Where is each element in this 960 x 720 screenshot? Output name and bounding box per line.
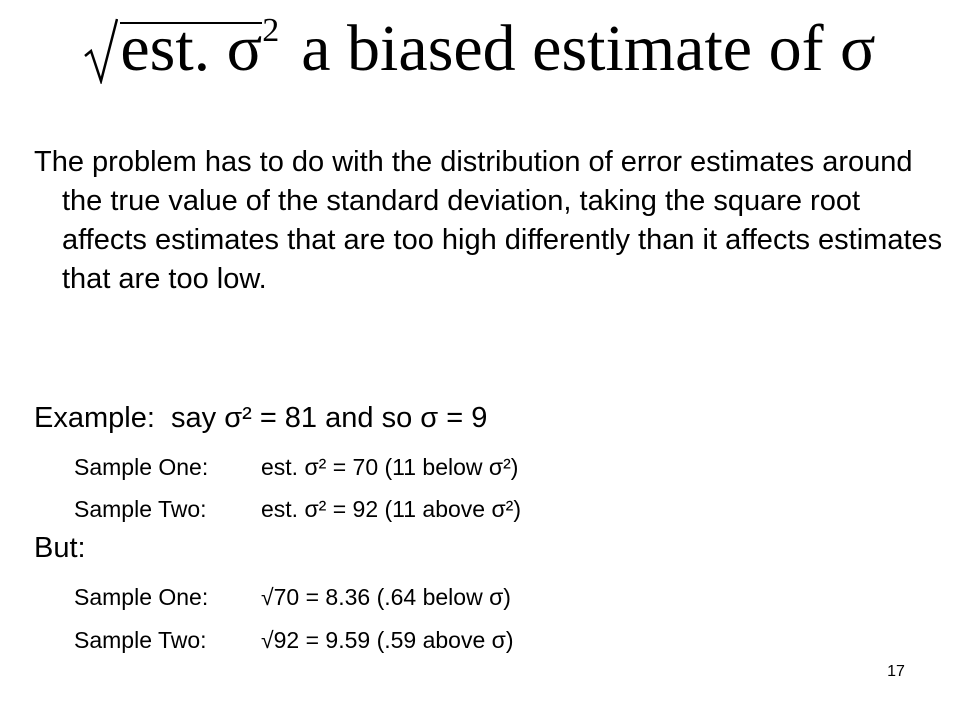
sample-value: est. σ² = 70 (11 below σ²) — [261, 454, 519, 480]
but-sample-one — [74, 582, 511, 612]
example-sample-two — [74, 494, 521, 524]
title-radicand-text: est. σ — [120, 12, 263, 85]
sample-value: √70 = 8.36 (.64 below σ) — [261, 584, 511, 610]
sample-label: Sample One: — [74, 584, 209, 610]
slide-title — [0, 12, 960, 85]
title-text: a biased estimate of σ — [301, 12, 876, 85]
sample-value: est. σ² = 92 (11 above σ²) — [261, 496, 521, 522]
but-heading: But: — [34, 532, 86, 564]
body-paragraph: The problem has to do with the distribution of error estimates around the true value of the standard deviation, taking the square root affects estimates that are too high differently than it affects estimates that are too low. — [34, 146, 943, 295]
sample-label: Sample Two: — [74, 496, 207, 522]
title-radicand — [120, 12, 263, 85]
example-sample-one — [74, 452, 518, 482]
sample-label: Sample One: — [74, 454, 209, 480]
title-formula — [84, 12, 280, 85]
page-number: 17 — [887, 663, 905, 680]
sample-value: √92 = 9.59 (.59 above σ) — [261, 627, 514, 653]
example-heading: Example: — [34, 402, 155, 434]
title-exponent: 2 — [262, 12, 280, 50]
example-heading-line — [34, 400, 487, 436]
square-root-sign-icon — [84, 16, 118, 84]
sample-label: Sample Two: — [74, 627, 207, 653]
example-statement: say σ² = 81 and so σ = 9 — [171, 402, 488, 434]
but-sample-two — [74, 625, 514, 655]
